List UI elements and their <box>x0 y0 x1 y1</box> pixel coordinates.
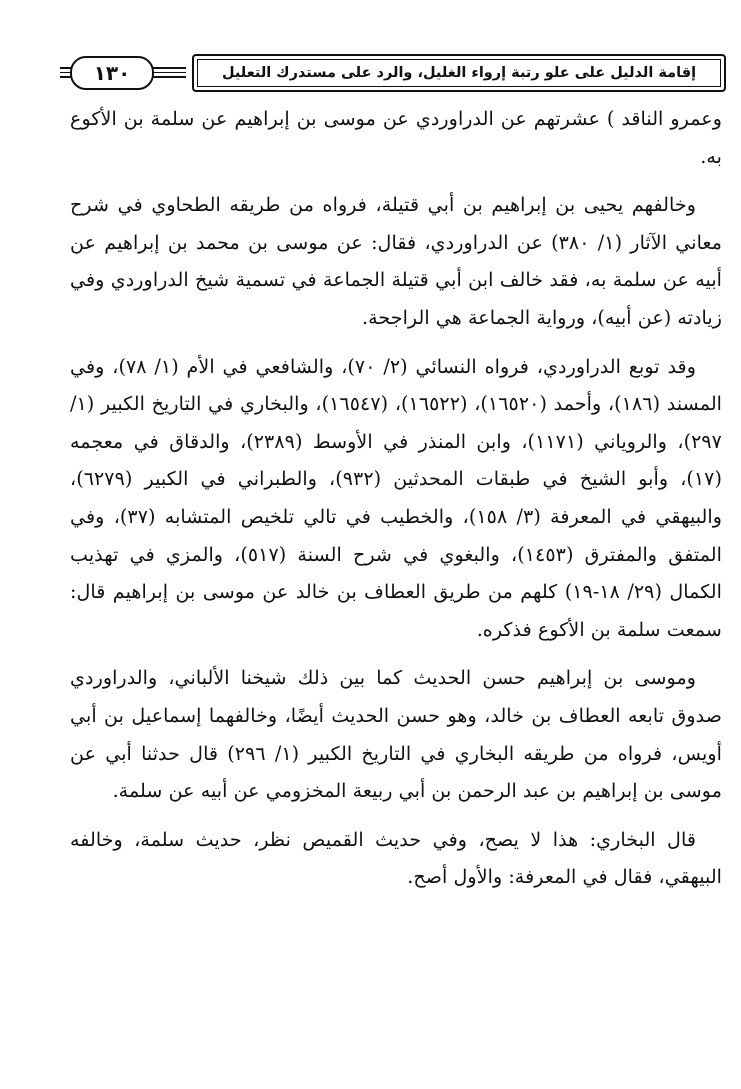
paragraph: قال البخاري: هذا لا يصح، وفي حديث القميص نظر، حديث سلمة، وخالفه البيهقي، فقال في المعرفة: والأول أصح. <box>70 827 722 889</box>
paragraph: وموسى بن إبراهيم حسن الحديث كما بين ذلك شيخنا الألباني، والدراوردي صدوق تابعه العطاف بن خالد، وهو حسن الحديث أيضًا، وخالفهما إسماعيل بن أبي أويس، فرواه من طريقه البخاري في التاريخ الكبير (١/ ٢٩٦) قال حدثنا أبي عن موسى بن إبراهيم بن عبد الرحمن بن أبي ربيعة المخزومي عن أبيه عن سلمة. <box>70 666 722 803</box>
paragraph: وخالفهم يحيى بن إبراهيم بن أبي قتيلة، فرواه من طريقه الطحاوي في شرح معاني الآثار (١/ ٣٨٠) عن الدراوردي، فقال: عن موسى بن محمد بن إبراهيم عن أبيه عن سلمة به، فقد خالف ابن أبي قتيلة الجماعة في تسمية شيخ الدراوردي وفي زيادته (عن أبيه)، ورواية الجماعة هي الراجحة. <box>70 193 722 329</box>
page-number: ١٣٠ <box>70 56 154 90</box>
page-body <box>70 100 722 896</box>
paragraph: وعمرو الناقد ) عشرتهم عن الدراوردي عن موسى بن إبراهيم عن سلمة بن الأكوع به. <box>70 107 722 168</box>
paragraph: وقد توبع الدراوردي، فرواه النسائي (٢/ ٧٠)، والشافعي في الأم (١/ ٧٨)، وفي المسند (١٨٦)، وأحمد (١٦٥٢٠)، (١٦٥٢٢)، (١٦٥٤٧)، والبخاري في التاريخ الكبير (١/ ٢٩٧)، والروياني (١١٧١)، وابن المنذر في الأوسط (٢٣٨٩)، والدقاق في معجمه (١٧)، وأبو الشيخ في طبقات المحدثين (٩٣٢)، والطبراني في الكبير (٦٢٧٩)، والبيهقي في المعرفة (٣/ ١٥٨)، والخطيب في تالي تلخيص المتشابه (٣٧)، وفي المتفق والمفترق (١٤٥٣)، والبغوي في شرح السنة (٥١٧)، والمزي في تهذيب الكمال (٢٩/ ١٨-١٩) كلهم من طريق العطاف بن خالد عن موسى بن إبراهيم قال: سمعت سلمة بن الأكوع فذكره. <box>70 354 722 641</box>
running-title: إقامة الدليل على علو رتبة إرواء الغليل، والرد على مستدرك التعليل <box>192 54 726 92</box>
running-header <box>60 52 728 94</box>
